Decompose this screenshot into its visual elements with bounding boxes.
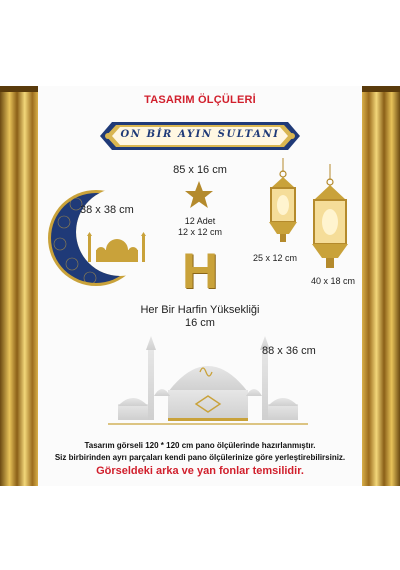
star-size: 12 x 12 cm xyxy=(177,227,223,237)
banner xyxy=(98,120,302,152)
star-count: 12 Adet xyxy=(184,216,216,226)
mosque-size: 88 x 36 cm xyxy=(262,345,316,357)
letter-caption: Her Bir Harfin Yüksekliği xyxy=(140,304,260,316)
moon-size: 38 x 38 cm xyxy=(80,204,134,216)
banner-text: ON BİR AYIN SULTANI xyxy=(120,129,280,140)
note-line-3: Görseldeki arka ve yan fonlar temsilidir. xyxy=(96,465,304,477)
left-curtain xyxy=(0,86,38,486)
sample-letter: H xyxy=(181,243,219,299)
page-title: TASARIM ÖLÇÜLERİ xyxy=(144,94,256,106)
right-curtain xyxy=(362,86,400,486)
note-line-2: Siz birbirinden ayrı parçaları kendi pano ölçülerinize göre yerleştirebilirsiniz. xyxy=(54,453,346,462)
letter-size: 16 cm xyxy=(185,317,215,329)
design-board xyxy=(0,86,400,486)
star-icon xyxy=(184,180,214,210)
note-line-1: Tasarım görseli 120 * 120 cm pano ölçülerinde hazırlanmıştır. xyxy=(84,441,316,450)
mosque-silhouette-icon xyxy=(86,232,148,262)
lantern-small-size: 25 x 12 cm xyxy=(253,253,298,263)
banner-size: 85 x 16 cm xyxy=(173,164,227,176)
lantern-icon xyxy=(261,158,305,248)
lantern-large-size: 40 x 18 cm xyxy=(311,276,356,286)
lantern-icon-large xyxy=(304,164,356,274)
